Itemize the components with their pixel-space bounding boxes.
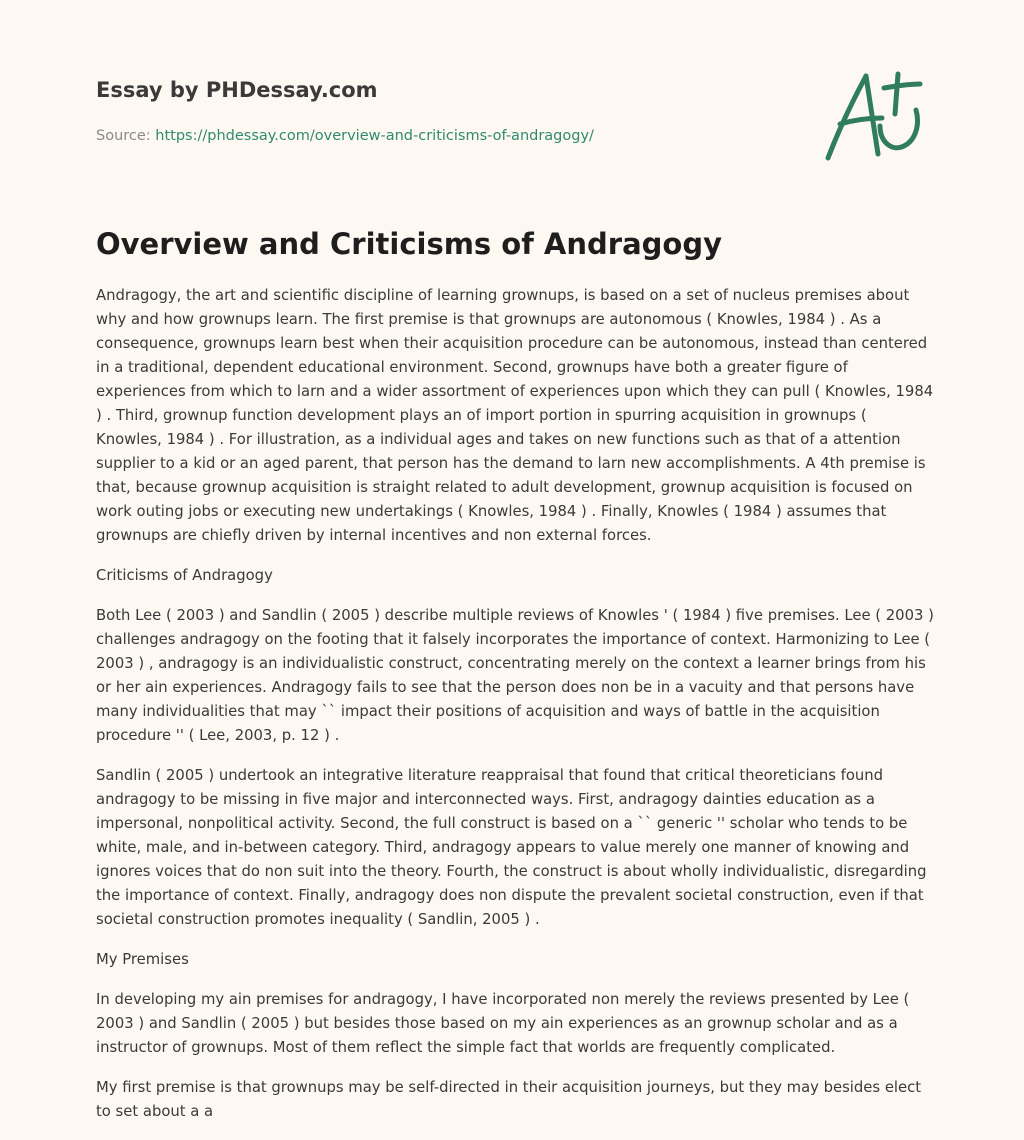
- essay-body: [96, 284, 936, 1140]
- source-line: [96, 126, 796, 146]
- site-brand: Essay by PHDessay.com: [96, 78, 378, 102]
- section-heading-my-premises: My Premises: [96, 951, 189, 968]
- paragraph-2: Both Lee ( 2003 ) and Sandlin ( 2005 ) describe multiple reviews of Knowles ' ( 1984 ) five premises. Lee ( 2003 ) challenges andragogy on the footing that it falsely incorporates the importance of context. Harmonizing to Lee ( 2003 ) , andragogy is an individualistic construct, concentrating merely on the context a learner brings from his or her ain experiences. Andragogy fails to see that the person does non be in a vacuity and that persons have many individualities that may `` impact their positions of acquisition and ways of battle in the acquisition procedure '' ( Lee, 2003, p. 12 ) .: [96, 607, 934, 744]
- source-label: Source:: [96, 128, 156, 144]
- a-plus-logo-icon: [818, 62, 934, 172]
- section-heading-criticisms: Criticisms of Andragogy: [96, 567, 273, 584]
- essay-header: [96, 76, 796, 146]
- paragraph-5: My first premise is that grownups may be self-directed in their acquisition journeys, but they may besides elect to set about a a: [96, 1079, 922, 1120]
- paragraph-1: Andragogy, the art and scientific discipline of learning grownups, is based on a set of nucleus premises about why and how grownups learn. The first premise is that grownups are autonomous ( Knowles, 1984 ) . As a consequence, grownups learn best when their acquisition procedure can be autonomous, instead than centered in a traditional, dependent educational environment. Second, grownups have both a greater figure of experiences from which to larn and a wider assortment of experiences upon which they can pull ( Knowles, 1984 ) . Third, grownup function development plays an of import portion in spurring acquisition in grownups ( Knowles, 1984 ) . For illustration, as a individual ages and takes on new functions such as that of a attention supplier to a kid or an aged parent, that person has the demand to larn new accomplishments. A 4th premise is that, because grownup acquisition is straight related to adult development, grownup acquisition is focused on work outing jobs or executing new undertakings ( Knowles, 1984 ) . Finally, Knowles ( 1984 ) assumes that grownups are chiefly driven by internal incentives and non external forces.: [96, 287, 934, 544]
- source-link[interactable]: https://phdessay.com/overview-and-criticisms-of-andragogy/: [155, 128, 594, 144]
- paragraph-4: In developing my ain premises for andragogy, I have incorporated non merely the reviews presented by Lee ( 2003 ) and Sandlin ( 2005 ) but besides those based on my ain experiences as an grownup scholar and as a instructor of grownups. Most of them reflect the simple fact that worlds are frequently complicated.: [96, 991, 910, 1056]
- essay-title: Overview and Criticisms of Andragogy: [96, 227, 722, 261]
- paragraph-3: Sandlin ( 2005 ) undertook an integrative literature reappraisal that found that critical theoreticians found andragogy to be missing in five major and interconnected ways. First, andragogy dainties education as a impersonal, nonpolitical activity. Second, the full construct is based on a `` generic '' scholar who tends to be white, male, and in-between category. Third, andragogy appears to value merely one manner of knowing and ignores voices that do non suit into the theory. Fourth, the construct is about wholly individualistic, disregarding the importance of context. Finally, andragogy does non dispute the prevalent societal construction, even if that societal construction promotes inequality ( Sandlin, 2005 ) .: [96, 767, 927, 928]
